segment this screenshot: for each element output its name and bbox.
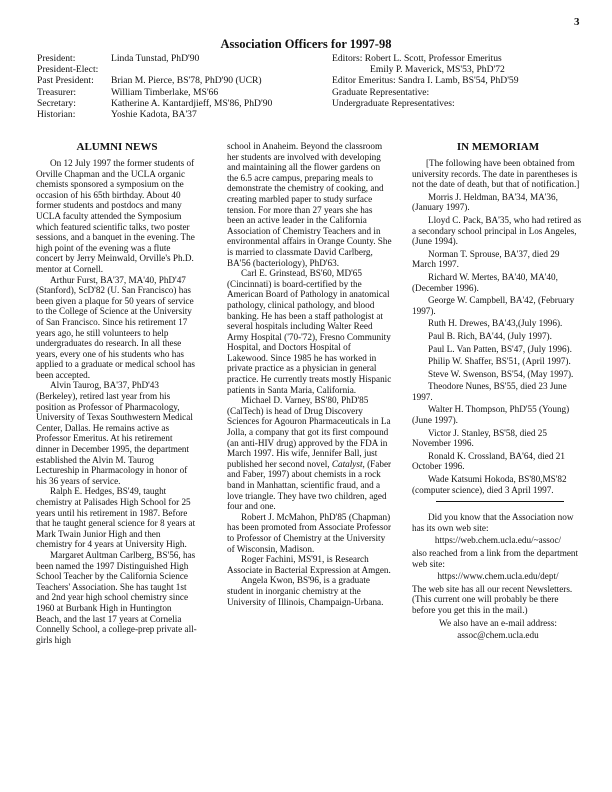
officer-role: Secretary: xyxy=(37,97,76,109)
alumni-paragraph: Angela Kwon, BS'96, is a graduate student in inorganic chemistry at the University of Illinois, Champaign-Urbana. xyxy=(227,575,384,607)
memoriam-entry: Richard W. Mertes, BA'40, MA'40, (December 1996). xyxy=(412,271,558,293)
officer-role: Treasurer: xyxy=(37,86,77,98)
editors-line: Emily P. Maverick, MS'53, PhD'72 xyxy=(370,64,505,76)
alumni-news-column-1 xyxy=(36,141,198,645)
officers-title: Association Officers for 1997-98 xyxy=(220,37,392,51)
officer-row xyxy=(37,98,327,109)
web-url[interactable]: https://web.chem.ucla.edu/~assoc/ xyxy=(434,535,562,546)
alumni-paragraph: Roger Fachini, MS'91, is Research Associate in Bacterial Expression at Amgen. xyxy=(227,554,391,575)
in-memoriam-column xyxy=(412,141,584,643)
alumni-paragraph: Ralph E. Hedges, BS'49, taught chemistry at Palisades High School for 25 years until his retirement in 1987. Before that he taught general science for 8 years at Mark Twain Junior High and then chemistry for 4 years at University High. xyxy=(36,486,196,550)
web-intro: Did you know that the Association now has its own web site: xyxy=(412,512,574,533)
officer-name: Yoshie Kadota, BA'37 xyxy=(111,109,197,121)
memoriam-entry: Steve W. Swenson, BS'54, (May 1997). xyxy=(428,368,574,379)
officer-row xyxy=(37,64,327,75)
alumni-paragraph: school in Anaheim. Beyond the classroom her students are involved with developing and maintaining all the flower gardens on the 6.5 acre campus, preparing meals to demonstrate the chemistry of cooking, and creating marbled paper to study surface tension. For more than 27 years she has been an active leader in the California Association of Chemistry Teachers and in environmental affairs in Orange County. She is married to classmate David Carlberg, BA'56 (bacteriology), PhD'63. xyxy=(227,141,392,268)
alumni-paragraph: On 12 July 1997 the former students of Orville Chapman and the UCLA organic chemists sponsored a symposium on the occasion of his 65th birthday. About 40 former students and postdocs and many UCLA faculty attended the Symposium which featured scientific talks, two poster sessions, and a banquet in the evening. The high point of the evening was a flute concert by Jerry Meinwald, Orville's Ph.D. mentor at Cornell. xyxy=(36,158,195,274)
officer-row xyxy=(37,53,327,64)
officer-name: Brian M. Pierce, BS'78, PhD'90 (UCR) xyxy=(111,75,262,87)
memoriam-entry: Philip W. Shaffer, BS'51, (April 1997). xyxy=(428,356,571,367)
memoriam-entry: Ruth H. Drewes, BA'43,(July 1996). xyxy=(428,318,563,329)
alumni-paragraph: Robert J. McMahon, PhD'85 (Chapman) has been promoted from Associate Professor to Professor of Chemistry at the University of Wisconsin, Madison. xyxy=(227,511,392,554)
alumni-news-column-2 xyxy=(227,141,392,607)
alumni-news-heading: ALUMNI NEWS xyxy=(76,141,158,153)
officer-name: William Timberlake, MS'66 xyxy=(111,86,219,98)
editor-emeritus-line: Editor Emeritus: Sandra I. Lamb, BS'54, PhD'59 xyxy=(332,75,519,87)
officer-row xyxy=(37,109,327,120)
officer-name: Katherine A. Kantardjieff, MS'86, PhD'90 xyxy=(111,97,273,109)
alumni-text: Michael D. Varney, BS'80, PhD'85 (CalTech) is head of Drug Discovery Sciences for Agouron Pharmaceuticals in La Jolla, a company that got its first compound (an anti-HIV drug) approved by the FDA in March 1997. His wife, Jennifer Ball, just published her second novel, xyxy=(227,395,391,469)
editors-list xyxy=(332,53,592,109)
officer-role: Past President: xyxy=(37,75,94,87)
editors-line: Editors: Robert L. Scott, Professor Emeritus xyxy=(332,53,502,64)
web-mid: also reached from a link from the department web site: xyxy=(412,548,579,569)
memoriam-entry: Victor J. Stanley, BS'58, died 25 November 1996. xyxy=(412,427,547,449)
memoriam-entry: Ronald K. Crossland, BA'64, died 21 October 1996. xyxy=(412,450,565,472)
memoriam-entry: George W. Campbell, BA'42, (February 1997). xyxy=(412,295,575,316)
officer-name: Linda Tunstad, PhD'90 xyxy=(111,53,200,64)
officer-row xyxy=(37,75,327,86)
memoriam-entry: Wade Katsumi Hokoda, BS'80,MS'82 (computer science), died 3 April 1997. xyxy=(412,474,567,495)
in-memoriam-heading: IN MEMORIAM xyxy=(456,141,540,153)
page-number: 3 xyxy=(574,16,580,28)
officer-role: President-Elect: xyxy=(37,64,99,76)
officer-role: President: xyxy=(37,53,76,64)
memoriam-entry: Lloyd C. Pack, BA'35, who had retired as a secondary school principal in Los Angeles, (June 1994). xyxy=(412,214,582,247)
graduate-rep-line: Graduate Representative: xyxy=(332,86,430,98)
officers-list xyxy=(37,53,327,120)
email-address[interactable]: assoc@chem.ucla.edu xyxy=(457,630,539,641)
memoriam-entry: Norman T. Sprouse, BA'37, died 29 March 1997. xyxy=(412,248,560,270)
memoriam-entry: Paul B. Rich, BA'44, (July 1997). xyxy=(428,330,552,341)
undergrad-rep-line: Undergraduate Representatives: xyxy=(332,97,455,109)
divider xyxy=(436,501,564,502)
officer-role: Historian: xyxy=(37,109,76,121)
alumni-paragraph xyxy=(227,395,392,512)
alumni-text: , (Faber and Faber, 1997) about chemists in a rock band in Manhattan, scientific fraud, and a love triangle. They have two children, aged four and one. xyxy=(227,458,392,512)
web-url[interactable]: https://www.chem.ucla.edu/dept/ xyxy=(437,571,559,582)
memoriam-entry: Paul L. Van Patten, BS'47, (July 1996). xyxy=(428,343,572,354)
memoriam-entry: Morris J. Heldman, BA'34, MA'36, (January 1997). xyxy=(412,191,558,213)
memoriam-intro: [The following have been obtained from university records. The date in parentheses is not the date of death, but that of notification.] xyxy=(412,158,580,190)
alumni-paragraph: Margaret Aultman Carlberg, BS'56, has been named the 1997 Distinguished High School Teacher by the California Science Teachers' Association. She has taught 1st and 2nd year high school chemistry since 1960 at Burbank High in Huntington Beach, and the last 17 years at Cornelia Connelly School, a college-prep private all-girls high xyxy=(36,549,197,645)
alumni-paragraph: Arthur Furst, BA'37, MA'40, PhD'47 (Stanford), ScD'82 (U. San Francisco) has been given a plaque for 50 years of service to the College of Science at the University of San Francisco. Since his retirement 17 years ago, he still volunteers to help undergraduates do research. In all these years, every one of his students who has applied to a graduate or medical school has been accepted. xyxy=(36,274,195,380)
alumni-paragraph: Carl E. Grinstead, BS'60, MD'65 (Cincinnati) is board-certified by the American Board of Pathology in anatomical pathology, clinical pathology, and blood banking. He has been a staff pathologist at several hospitals including Walter Reed Army Hospital ('70-'72), Fresno Community Hospital, and Doctors Hospital of Lakewood. Since 1985 he has worked in private practice as a physician in general practice. He currently treats mostly Hispanic patients in Santa Maria, California. xyxy=(227,268,392,395)
web-outro: The web site has all our recent Newsletters. (This current one will probably be there before you get this in the mail.) xyxy=(412,583,573,615)
alumni-paragraph: Alvin Taurog, BA'37, PhD'43 (Berkeley), retired last year from his position as Professor of Pharmacology, University of Texas Southwestern Medical Center, Dallas. He remains active as Professor Emeritus. At his retirement dinner in December 1995, the department established the Alvin M. Taurog Lectureship in Pharmacology in honor of his 36 years of service. xyxy=(36,380,193,486)
memoriam-list xyxy=(412,192,584,495)
email-intro: We also have an e-mail address: xyxy=(439,617,557,628)
memoriam-entry: Walter H. Thompson, PhD'55 (Young) (June 1997). xyxy=(412,404,570,426)
novel-title: Catalyst xyxy=(331,458,363,469)
memoriam-entry: Theodore Nunes, BS'55, died 23 June 1997. xyxy=(412,381,567,402)
officer-row xyxy=(37,87,327,98)
